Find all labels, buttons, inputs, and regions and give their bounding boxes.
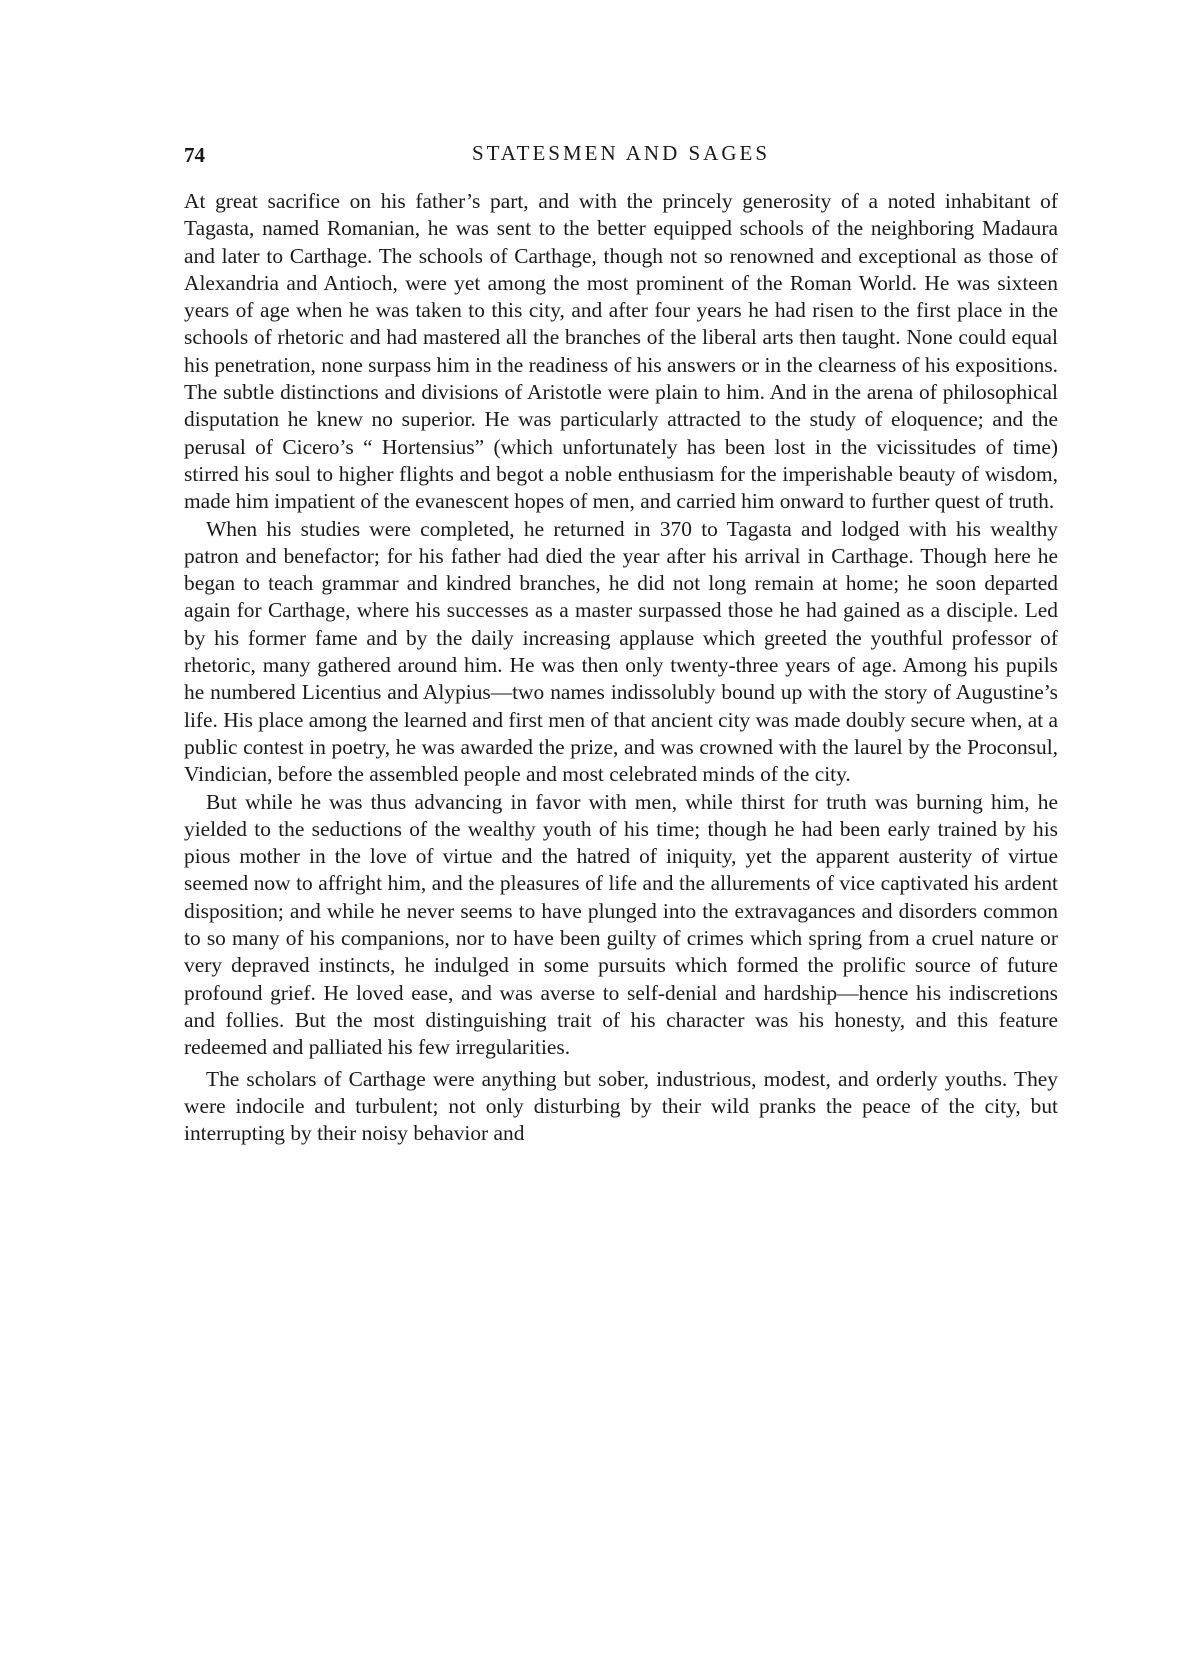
paragraph-2: When his studies were completed, he returned in 370 to Tagasta and lodged with his wealthy patron and benefactor; for his father had died the year after his arrival in Carthage. Though here he began to teach grammar and kindred branches, he did not long remain at home; he soon departed again for Carthage, where his successes as a master surpassed those he had gained as a disciple. Led by his former fame and by the daily increasing applause which greeted the youthful professor of rhetoric, many gathered around him. He was then only twenty-three years of age. Among his pupils he numbered Licentius and Alypius—two names indissolubly bound up with the story of Augustine’s life. His place among the learned and first men of that ancient city was made doubly secure when, at a public contest in poetry, he was awarded the prize, and was crowned with the laurel by the Proconsul, Vindician, before the assembled people and most celebrated minds of the city. [184, 516, 1058, 787]
body-text [184, 188, 1058, 1147]
running-head [184, 137, 1058, 173]
page-number: 74 [184, 143, 205, 167]
paragraph-3: But while he was thus advancing in favor with men, while thirst for truth was burning him, he yielded to the seductions of the wealthy youth of his time; though he had been early trained by his pious mother in the love of virtue and the hatred of iniquity, yet the apparent austerity of virtue seemed now to affright him, and the pleasures of life and the allurements of vice captivated his ardent disposition; and while he never seems to have plunged into the extravagances and disorders common to so many of his companions, nor to have been guilty of crimes which spring from a cruel nature or very depraved instincts, he indulged in some pursuits which formed the prolific source of future profound grief. He loved ease, and was averse to self-denial and hardship—hence his indiscretions and follies. But the most distinguishing trait of his character was his honesty, and this feature redeemed and palliated his few irregularities. [184, 789, 1058, 1060]
paragraph-1: At great sacrifice on his father’s part, and with the princely generosity of a noted inhabitant of Tagasta, named Romanian, he was sent to the better equipped schools of the neighboring Madaura and later to Carthage. The schools of Carthage, though not so renowned and exceptional as those of Alexandria and Antioch, were yet among the most prominent of the Roman World. He was sixteen years of age when he was taken to this city, and after four years he had risen to the first place in the schools of rhetoric and had mastered all the branches of the liberal arts then taught. None could equal his penetration, none surpass him in the readiness of his answers or in the clearness of his expositions. The subtle distinctions and divisions of Aristotle were plain to him. And in the arena of philosophical disputation he knew no superior. He was particularly attracted to the study of eloquence; and the perusal of Cicero’s “ Hortensius” (which unfortunately has been lost in the vicissitudes of time) stirred his soul to higher flights and begot a noble enthusiasm for the imperishable beauty of wisdom, made him impatient of the evanescent hopes of men, and carried him onward to further quest of truth. [184, 189, 1058, 514]
paragraph-4: The scholars of Carthage were anything but sober, industrious, modest, and orderly youths. They were indocile and turbulent; not only disturbing by their wild pranks the peace of the city, but interrupting by their noisy behavior and [184, 1066, 1058, 1146]
running-title: STATESMEN AND SAGES [471, 141, 771, 165]
